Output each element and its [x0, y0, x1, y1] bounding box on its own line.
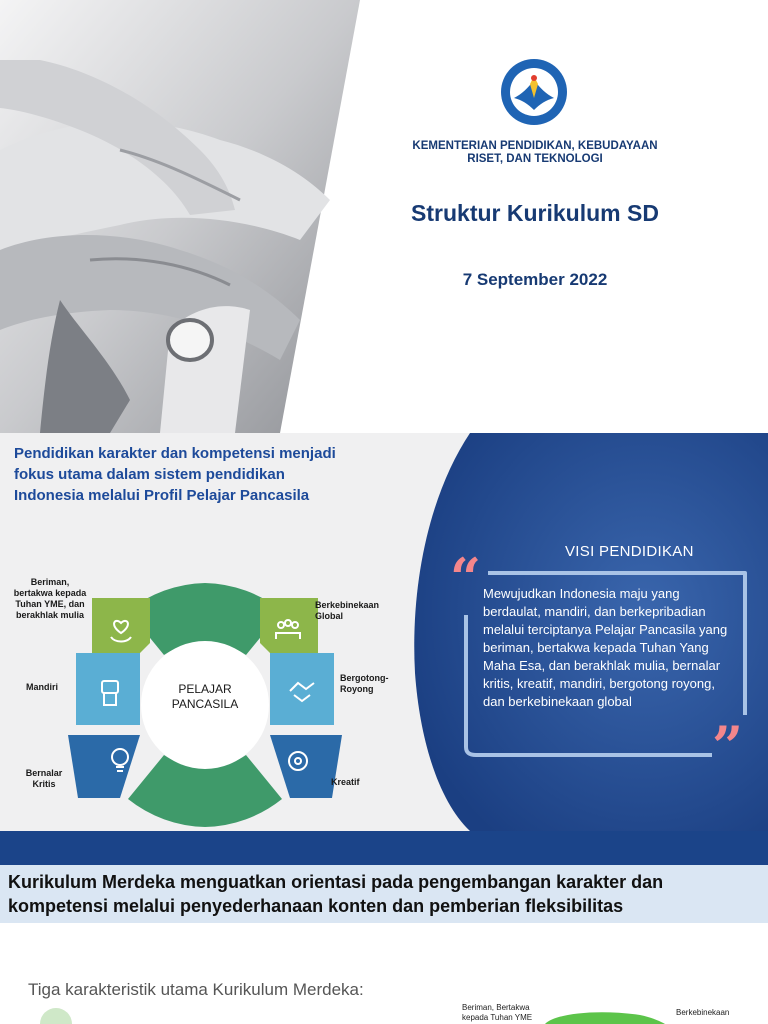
green-circle-partial — [40, 1008, 72, 1024]
deck-title: Struktur Kurikulum SD — [411, 200, 659, 226]
banner-line-1: Kurikulum Merdeka menguatkan orientasi pada pengembangan karakter dan — [8, 872, 664, 892]
wheel-center-label — [150, 682, 260, 712]
label-berkebinekaan: Berkebinekaan Global — [315, 600, 380, 621]
deck-date: 7 September 2022 — [462, 270, 608, 289]
small-label-left-2: kepada Tuhan YME — [462, 1013, 533, 1022]
center-line-1: PELAJAR — [178, 682, 232, 696]
ministry-logo — [500, 58, 568, 126]
label-beriman: Beriman, bertakwa kepada Tuhan YME, dan berakhlak mulia — [13, 577, 87, 620]
slide3-graphics — [0, 965, 768, 1024]
visi-text: Mewujudkan Indonesia maju yang berdaulat, mandiri, dan berkepribadian melalui terciptanya Pelajar Pancasila yang beriman, bertakwa kepada Tuhan Yang Maha Esa, dan berakhlak mulia, bernalar kritis, kreatif, mandiri, bergotong royong, dan berkebinekaan global — [483, 586, 728, 709]
label-kreatif: Kreatif — [331, 777, 360, 787]
label-bergotong: Bergotong-Royong — [340, 673, 389, 694]
slide2-heading — [14, 443, 414, 506]
heading-line-3: Indonesia melalui Profil Pelajar Pancasila — [14, 487, 310, 504]
logo-emblem-icon — [500, 58, 568, 126]
wheel-top-partial — [545, 1012, 665, 1024]
ministry-line-1: KEMENTERIAN PENDIDIKAN, KEBUDAYAAN — [412, 140, 658, 152]
heading-line-2: fokus utama dalam sistem pendidikan — [14, 466, 285, 483]
title-slide — [0, 0, 768, 433]
center-line-2: PANCASILA — [171, 697, 239, 711]
quote-open-icon: “ — [450, 546, 482, 610]
visi-title: VISI PENDIDIKAN — [565, 543, 694, 560]
label-bernalar-kritis: Bernalar Kritis — [25, 768, 63, 789]
small-label-right: Berkebinekaan — [676, 1008, 730, 1017]
quote-close-icon: ” — [712, 714, 744, 778]
ministry-name — [380, 140, 690, 166]
banner-line-2: kompetensi melalui penyederhanaan konten dan pemberian fleksibilitas — [8, 896, 624, 916]
label-mandiri: Mandiri — [26, 682, 59, 692]
heading-line-1: Pendidikan karakter dan kompetensi menjadi — [14, 445, 336, 462]
small-label-left-1: Beriman, Bertakwa — [462, 1003, 530, 1012]
slide3-subheading: Tiga karakteristik utama Kurikulum Merdeka: — [28, 980, 364, 999]
slide2-footer-bar — [0, 831, 768, 865]
small-label-left — [462, 1003, 552, 1023]
slide3-banner-text — [8, 870, 758, 918]
profil-pelajar-slide — [0, 433, 768, 865]
ministry-line-2: RISET, DAN TEKNOLOGI — [467, 153, 603, 165]
kurikulum-merdeka-slide — [0, 865, 768, 1024]
